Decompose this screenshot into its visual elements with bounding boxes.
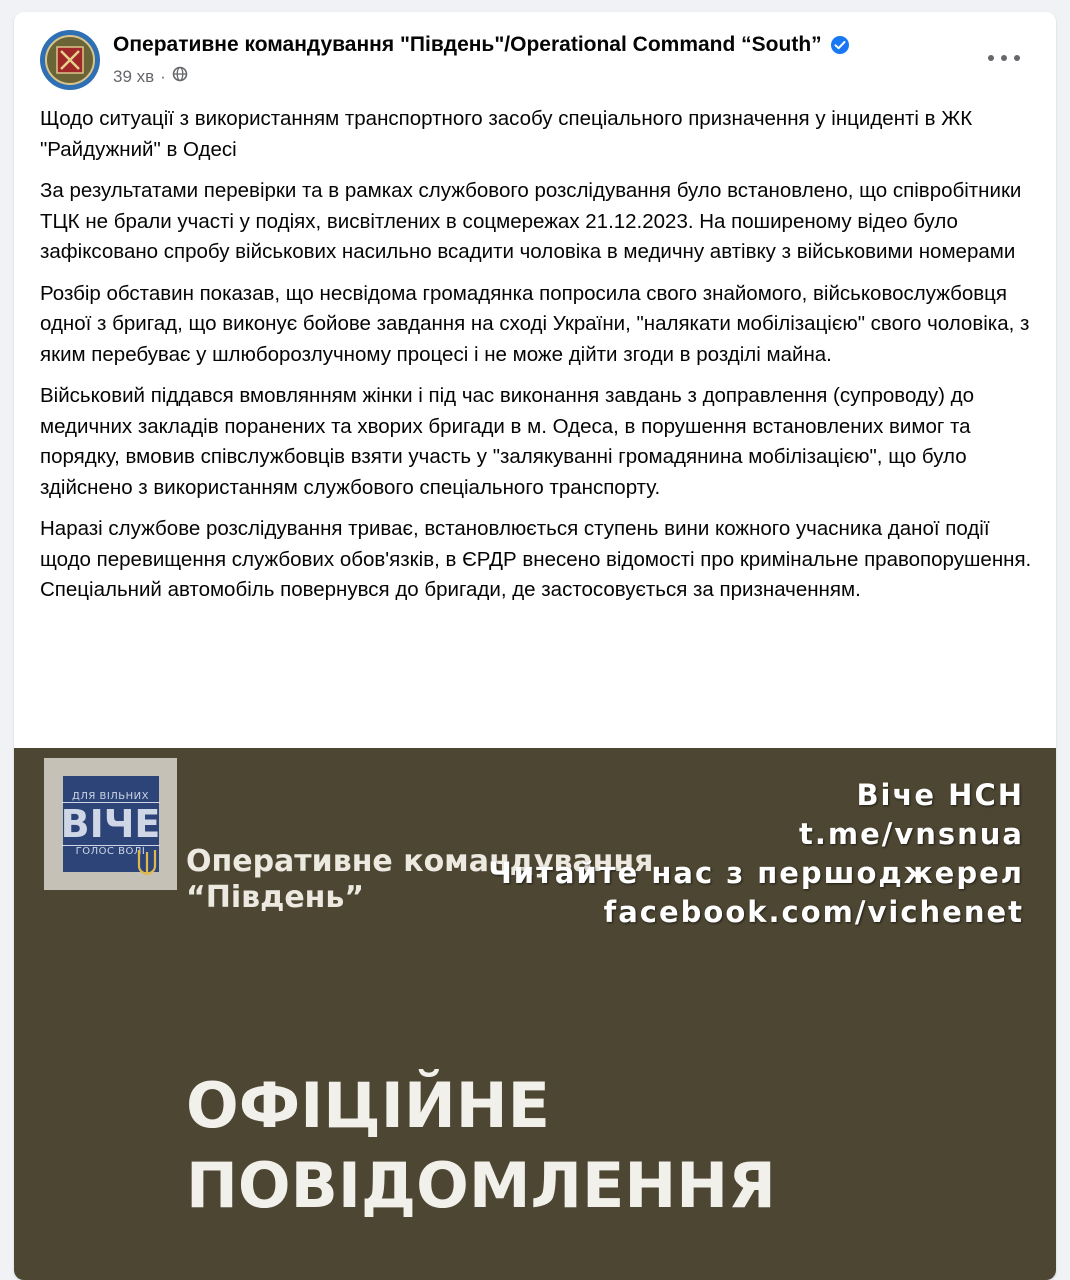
logo-top-text: ДЛЯ ВІЛЬНИХ: [72, 791, 149, 802]
headline-line1: ОФІЦІЙНЕ: [186, 1069, 550, 1142]
logo-bottom-text: ГОЛОС ВОЛІ: [75, 846, 146, 857]
watermark-line: Віче НСН: [856, 778, 1024, 812]
post-image[interactable]: [14, 748, 1056, 1280]
image-headline: [186, 1066, 776, 1226]
image-org-line2: “Південь”: [186, 880, 365, 915]
post-text: [40, 104, 1035, 606]
image-org-line1: Оперативне командування: [186, 844, 654, 879]
post-header: [40, 30, 1030, 94]
watermark-text: [488, 776, 1024, 932]
post-card: [14, 12, 1056, 1280]
author-name[interactable]: [113, 33, 850, 57]
paragraph: Військовий піддався вмовлянням жінки і під час виконання завдань з доправлення (супроводу) до медичних закладів поранених та хворих бригади в м. Одеса, в порушення встановлених вимог та порядку, вмовив співслужбовців взяти участь у "залякуванні громадянина мобілізацією", що було здійснено з використанням службового спеціального транспорту.: [40, 384, 974, 499]
paragraph: За результатами перевірки та в рамках службового розслідування було встановлено, що співробітники ТЦК не брали участі у подіях, висвітлених в соцмережах 21.12.2023. На поширеному відео було зафіксовано спробу військових насильно всадити чоловіка в медичну автівку з військовими номерами: [40, 179, 1022, 263]
paragraph: Наразі службове розслідування триває, встановлюється ступень вини кожного учасника даної події щодо перевищення службових обов'язків, в ЄРДР внесено відомості про кримінальне правопорушення.: [40, 517, 1032, 571]
post-timestamp[interactable]: 39 хв: [113, 66, 155, 86]
meta-separator: ·: [160, 66, 166, 86]
watermark-line: facebook.com/vichenet: [603, 895, 1024, 929]
page-avatar[interactable]: [40, 30, 100, 90]
more-options-icon[interactable]: [988, 48, 1020, 68]
trident-icon: [136, 848, 158, 883]
post-meta: [113, 66, 188, 87]
paragraph: Спеціальний автомобіль повернувся до бригади, де застосовується за призначенням.: [40, 578, 861, 601]
headline-line2: ПОВІДОМЛЕННЯ: [186, 1149, 776, 1222]
watermark-line: Читайте нас з першоджерел: [488, 856, 1024, 890]
verified-badge-icon: [830, 35, 850, 55]
paragraph: Щодо ситуації з використанням транспортного засобу спеціального призначення у інциденті в ЖК "Райдужний" в Одесі: [40, 107, 973, 161]
globe-icon: [172, 66, 188, 87]
emblem-icon: [45, 35, 95, 85]
watermark-line: t.me/vnsnua: [798, 817, 1024, 851]
paragraph: Розбір обставин показав, що несвідома громадянка попросила свого знайомого, військовослужбовця одної з бригад, що виконує бойове завдання на сході України, "налякати мобілізацією" свого чоловіка, з яким перебуває у шлюборозлучному процесі і не може дійти згоди в розділі майна.: [40, 281, 1030, 366]
logo-main-text: ВІЧЕ: [60, 802, 161, 846]
author-name-text[interactable]: Оперативне командування "Південь"/Operational Command “South”: [113, 33, 822, 56]
